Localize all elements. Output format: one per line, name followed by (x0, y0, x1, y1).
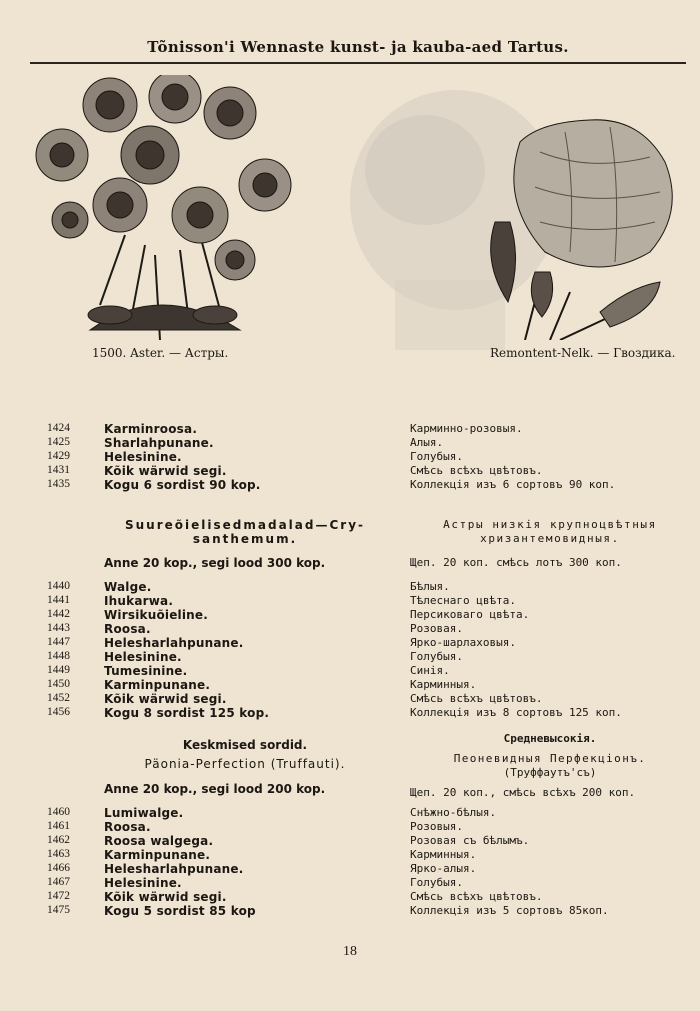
carnation-illustration (480, 112, 690, 340)
item-name-estonian: Helesharlahpunane. (104, 862, 244, 876)
item-number: 1462 (47, 834, 70, 846)
section2-price-estonian: Anne 20 kop., segi lood 300 kop. (104, 556, 326, 570)
item-name-russian: Розовая. (410, 622, 463, 635)
carnation-caption: Remontent-Nelk. — Гвоздика. (490, 346, 676, 360)
aster-caption: 1500. Aster. — Астры. (92, 346, 229, 360)
item-number: 1463 (47, 848, 70, 860)
item-name-estonian: Walge. (104, 580, 152, 594)
item-number: 1431 (47, 464, 70, 476)
item-name-russian: Алыя. (410, 436, 444, 449)
head-rule (30, 62, 686, 64)
item-name-estonian: Roosa. (104, 820, 151, 834)
item-name-estonian: Kogu 6 sordist 90 kop. (104, 478, 261, 492)
item-name-estonian: Helesharlahpunane. (104, 636, 244, 650)
section3-title-estonian-line2: Päonia-Perfection (Truffauti). (144, 757, 346, 771)
item-number: 1442 (47, 608, 70, 620)
section3-title-estonian-line1: Keskmised sordid. (182, 738, 308, 752)
item-name-estonian: Karminpunane. (104, 678, 211, 692)
item-name-estonian: Wirsikuõieline. (104, 608, 209, 622)
item-name-estonian: Kõik wärwid segi. (104, 464, 227, 478)
running-head: Tõnisson'i Wennaste kunst- ja kauba-aed Tartus. (147, 38, 569, 56)
item-number: 1460 (47, 806, 70, 818)
item-number: 1450 (47, 678, 70, 690)
item-name-estonian: Karminroosa. (104, 422, 198, 436)
section3-title-russian-line2: Пеоневидныя Перфекціонъ. (453, 752, 647, 765)
item-name-estonian: Roosa. (104, 622, 151, 636)
item-number: 1425 (47, 436, 70, 448)
item-name-russian: Ярко-шарлаховыя. (410, 636, 516, 649)
item-name-estonian: Kogu 5 sordist 85 kop (104, 904, 256, 918)
item-name-russian: Ярко-алыя. (410, 862, 477, 875)
item-name-russian: Карминно-розовыя. (410, 422, 523, 435)
item-name-estonian: Roosa walgega. (104, 834, 214, 848)
item-name-estonian: Ihukarwa. (104, 594, 174, 608)
item-number: 1448 (47, 650, 70, 662)
item-name-estonian: Karminpunane. (104, 848, 211, 862)
item-number: 1452 (47, 692, 70, 704)
item-name-russian: Голубыя. (410, 876, 463, 889)
item-number: 1466 (47, 862, 70, 874)
section3-price-estonian: Anne 20 kop., segi lood 200 kop. (104, 782, 326, 796)
item-name-russian: Бѣлыя. (410, 580, 450, 593)
item-name-russian: Коллекція изъ 5 сортовъ 85коп. (410, 904, 609, 917)
item-number: 1475 (47, 904, 70, 916)
section3-price-russian: Щеп. 20 коп., смѣсь всѣхъ 200 коп. (410, 786, 636, 799)
section2-title-russian-line1: Астры низкія крупноцвѣтныя (443, 518, 657, 531)
item-name-russian: Голубыя. (410, 650, 463, 663)
item-name-russian: Смѣсь всѣхъ цвѣтовъ. (410, 464, 543, 477)
item-name-estonian: Kõik wärwid segi. (104, 890, 227, 904)
aster-illustration (30, 75, 295, 345)
item-name-estonian: Helesinine. (104, 650, 182, 664)
item-number: 1449 (47, 664, 70, 676)
item-number: 1472 (47, 890, 70, 902)
item-name-estonian: Sharlahpunane. (104, 436, 214, 450)
item-number: 1443 (47, 622, 70, 634)
item-name-russian: Карминныя. (410, 848, 477, 861)
item-number: 1456 (47, 706, 70, 718)
section2-price-russian: Щеп. 20 коп. смѣсь лотъ 300 коп. (410, 556, 622, 569)
item-number: 1467 (47, 876, 70, 888)
item-name-russian: Коллекція изъ 8 сортовъ 125 коп. (410, 706, 622, 719)
item-name-russian: Смѣсь всѣхъ цвѣтовъ. (410, 692, 543, 705)
item-name-estonian: Lumiwalge. (104, 806, 184, 820)
item-number: 1429 (47, 450, 70, 462)
item-name-russian: Карминныя. (410, 678, 477, 691)
section2-title-estonian-line1: Suureõielisedmadalad—Cry- (125, 518, 365, 532)
page-number: 18 (343, 944, 357, 959)
item-name-russian: Розовая съ бѣлымъ. (410, 834, 530, 847)
item-name-russian: Снѣжно-бѣлыя. (410, 806, 497, 819)
item-number: 1441 (47, 594, 70, 606)
item-number: 1435 (47, 478, 70, 490)
item-name-russian: Розовыя. (410, 820, 463, 833)
section3-title-russian-line3: (Труффаутъ'съ) (503, 766, 597, 779)
item-number: 1424 (47, 422, 70, 434)
item-name-russian: Коллекція изъ 6 сортовъ 90 коп. (410, 478, 616, 491)
item-name-estonian: Tumesinine. (104, 664, 188, 678)
section2-title-estonian-line2: santhemum. (192, 532, 298, 546)
item-name-estonian: Kogu 8 sordist 125 kop. (104, 706, 270, 720)
item-name-russian: Тѣлеснаго цвѣта. (410, 594, 516, 607)
item-name-russian: Персиковаго цвѣта. (410, 608, 530, 621)
item-number: 1461 (47, 820, 70, 832)
item-name-russian: Голубыя. (410, 450, 463, 463)
item-name-estonian: Helesinine. (104, 876, 182, 890)
item-number: 1447 (47, 636, 70, 648)
section3-title-russian-line1: Средневысокія. (503, 732, 597, 745)
item-name-estonian: Helesinine. (104, 450, 182, 464)
item-name-estonian: Kõik wärwid segi. (104, 692, 227, 706)
item-number: 1440 (47, 580, 70, 592)
item-name-russian: Смѣсь всѣхъ цвѣтовъ. (410, 890, 543, 903)
item-name-russian: Синія. (410, 664, 450, 677)
section2-title-russian-line2: хризантемовидныя. (480, 532, 620, 545)
